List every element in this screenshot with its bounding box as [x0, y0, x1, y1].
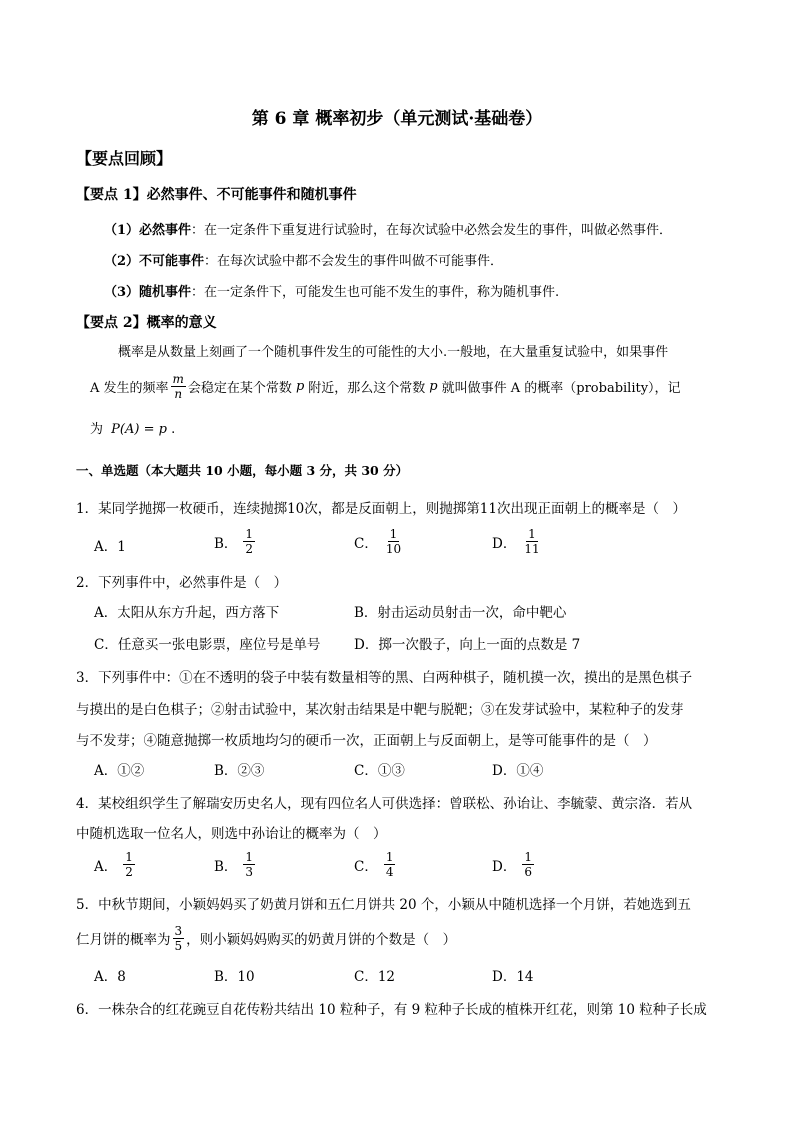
point1-item-1: （1）必然事件：在一定条件下重复进行试验时，在每次试验中必然会发生的事件，叫做必然事件． — [104, 223, 673, 238]
q5-option-d: D．14 — [492, 969, 534, 985]
q2-option-c: C．任意买一张电影票，座位号是单号 — [94, 637, 321, 653]
q4-option-b: B． $\frac{1}{3}$ — [214, 850, 254, 879]
q5-option-c: C．12 — [354, 969, 396, 985]
point1-item-2: （2）不可能事件：在每次试验中都不会发生的事件叫做不可能事件． — [104, 254, 504, 269]
review-heading: 【要点回顾】 — [76, 149, 173, 168]
q1-option-b: B． $\frac{1}{2}$ — [214, 527, 254, 556]
q5-probability-fraction: $\frac{3}{5}$ — [174, 923, 183, 953]
question-1-stem: 1．某同学抛掷一枚硬币，连续抛掷10次，都是反面朝上，则抛掷第11次出现正面朝上的概率是（ ） — [76, 501, 686, 517]
q3-option-a: A．①② — [94, 763, 145, 779]
point1-heading: 【要点 1】必然事件、不可能事件和随机事件 — [76, 187, 357, 203]
q1-option-a: A．1 — [94, 539, 126, 555]
q5-option-a: A．8 — [94, 969, 126, 985]
question-3-stem-line-3: 与不发芽；④随意抛掷一枚质地均匀的硬币一次，正面朝上与反面朝上，是等可能事件的是（ ） — [76, 733, 657, 749]
section-heading: 一、单选题（本大题共 10 小题，每小题 3 分，共 30 分） — [76, 463, 409, 478]
question-4-stem-line-1: 4．某校组织学生了解瑞安历史名人，现有四位名人可供选择：曾联松、孙诒让、李毓蒙、黄宗洛．若从 — [76, 796, 693, 812]
question-2-stem: 2．下列事件中，必然事件是（ ） — [76, 575, 288, 591]
point2-heading: 【要点 2】概率的意义 — [76, 315, 217, 331]
point2-line-1: 概率是从数量上刻画了一个随机事件发生的可能性的大小.一般地，在大量重复试验中，如果事件 — [118, 345, 669, 360]
question-3-stem-line-2: 与摸出的是白色棋子；②射击试验中，某次射击结果是中靶与脱靶；③在发芽试验中，某粒种子的发芽 — [76, 702, 684, 718]
question-6-stem-line-1: 6．一株杂合的红花豌豆自花传粉共结出 10 粒种子，有 9 粒种子长成的植株开红花，则第 10 粒种子长成 — [76, 1002, 707, 1018]
q4-option-d: D． $\frac{1}{6}$ — [492, 850, 532, 879]
point2-line-3: 为 P(A) = p . — [90, 422, 176, 437]
question-5-stem-line-1: 5．中秋节期间，小颖妈妈买了奶黄月饼和五仁月饼共 20 个，小颖从中随机选择一个月饼，若她选到五 — [76, 897, 691, 913]
q4-option-a: A． $\frac{1}{2}$ — [94, 850, 133, 879]
q3-option-c: C．①③ — [354, 763, 405, 779]
q4-option-c: C． $\frac{1}{4}$ — [354, 850, 394, 879]
question-4-stem-line-2: 中随机选取一位名人，则选中孙诒让的概率为（ ） — [76, 826, 387, 842]
probability-formula: P(A) = p — [111, 422, 167, 437]
q2-option-a: A．太阳从东方升起，西方落下 — [94, 605, 280, 621]
q2-option-b: B．射击运动员射击一次，命中靶心 — [354, 605, 567, 621]
page-title: 第 6 章 概率初步（单元测试·基础卷） — [251, 109, 543, 129]
q3-option-d: D．①④ — [492, 763, 544, 779]
question-3-stem-line-1: 3．下列事件中：①在不透明的袋子中装有数量相等的黑、白两种棋子，随机摸一次，摸出的是黑色棋子 — [76, 670, 693, 686]
point2-line-2: A 发生的频率 $\frac{m}{n}$ 会稳定在某个常数 p 附近，那么这个常数 p 就叫做事件 A 的概率（probability），记 — [90, 371, 681, 401]
q1-option-d: D． $\frac{1}{11}$ — [492, 527, 540, 556]
q3-option-b: B．②③ — [214, 763, 265, 779]
question-5-stem-line-2: 仁月饼的概率为 $\frac{3}{5}$ ，则小颖妈妈购买的奶黄月饼的个数是（ ） — [76, 923, 457, 953]
q2-option-d: D．掷一次骰子，向上一面的点数是 7 — [354, 637, 581, 653]
q5-option-b: B．10 — [214, 969, 255, 985]
q1-option-c: C． $\frac{1}{10}$ — [354, 527, 402, 556]
point1-item-3: （3）随机事件：在一定条件下，可能发生也可能不发生的事件，称为随机事件. — [104, 285, 560, 300]
frequency-fraction: $\frac{m}{n}$ — [172, 371, 184, 401]
